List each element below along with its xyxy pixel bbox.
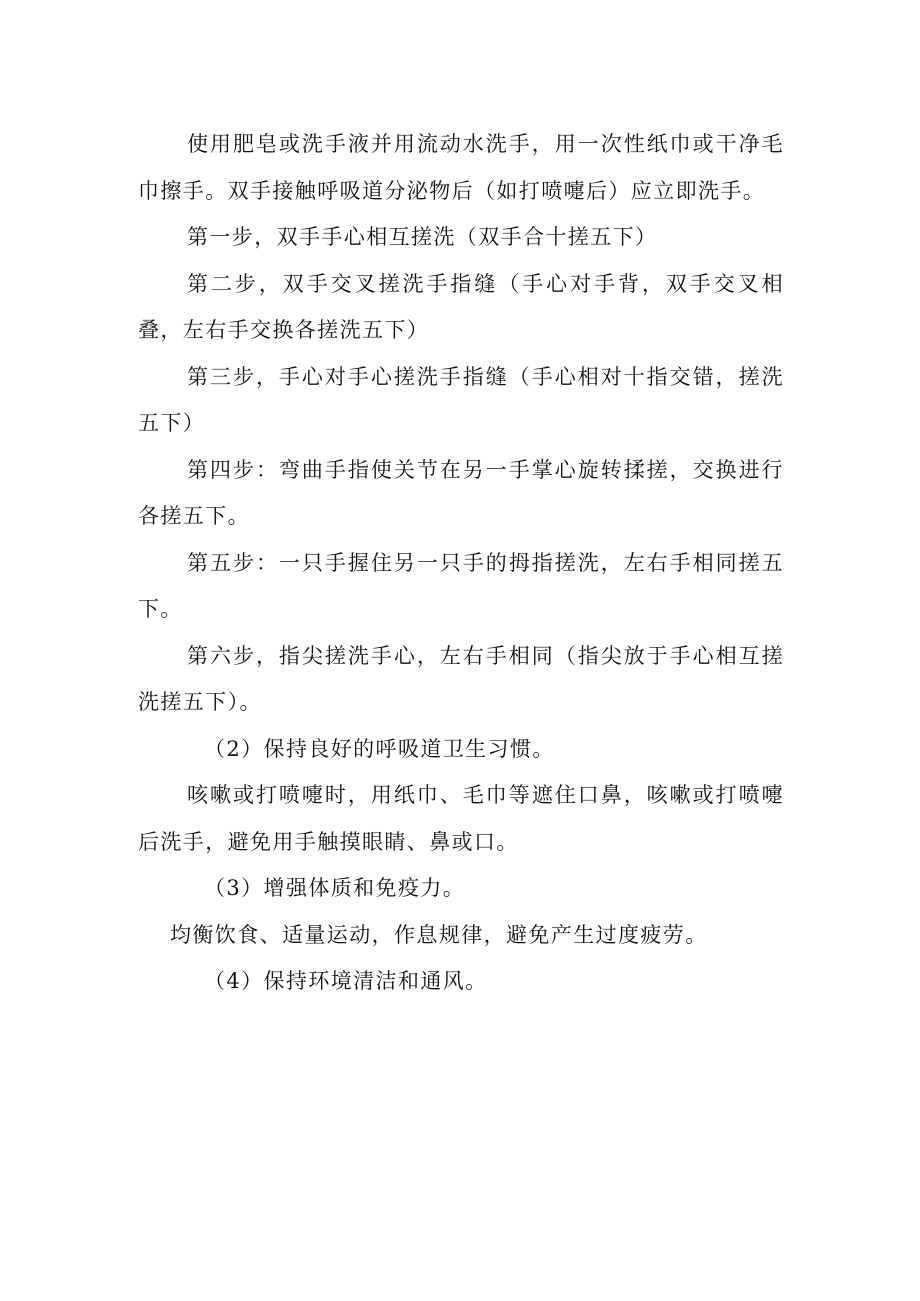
paragraph-step-6: 第六步，指尖搓洗手心，左右手相同（指尖放于手心相互搓洗搓五下）。 [138,643,784,714]
subheading-ventilation: （4）保持环境清洁和通风。 [204,969,488,993]
subheading-respiratory-hygiene: （2）保持良好的呼吸道卫生习惯。 [204,736,555,761]
paragraph-lifestyle: 均衡饮食、适量运动，作息规律，避免产生过度疲劳。 [170,922,708,947]
paragraph-step-1: 第一步，双手手心相互搓洗（双手合十搓五下） [187,225,658,249]
subheading-immunity: （3）增强体质和免疫力。 [204,876,466,900]
paragraph-step-5: 第五步：一只手握住另一只手的拇指搓洗，左右手相同搓五下。 [138,550,784,621]
document-body [138,121,784,1005]
paragraph-handwashing-intro: 使用肥皂或洗手液并用流动水洗手，用一次性纸巾或干净毛巾擦手。双手接触呼吸道分泌物后（如打喷嚏后）应立即洗手。 [138,132,784,203]
paragraph-cough-etiquette: 咳嗽或打喷嚏时，用纸巾、毛巾等遮住口鼻，咳嗽或打喷嚏后洗手，避免用手触摸眼睛、鼻或口。 [138,783,784,854]
paragraph-step-2: 第二步，双手交叉搓洗手指缝（手心对手背，双手交叉相叠，左右手交换各搓洗五下） [138,271,784,342]
paragraph-step-4: 第四步：弯曲手指使关节在另一手掌心旋转揉搓，交换进行各搓五下。 [138,457,784,528]
paragraph-step-3: 第三步，手心对手心搓洗手指缝（手心相对十指交错，搓洗五下） [138,364,784,435]
